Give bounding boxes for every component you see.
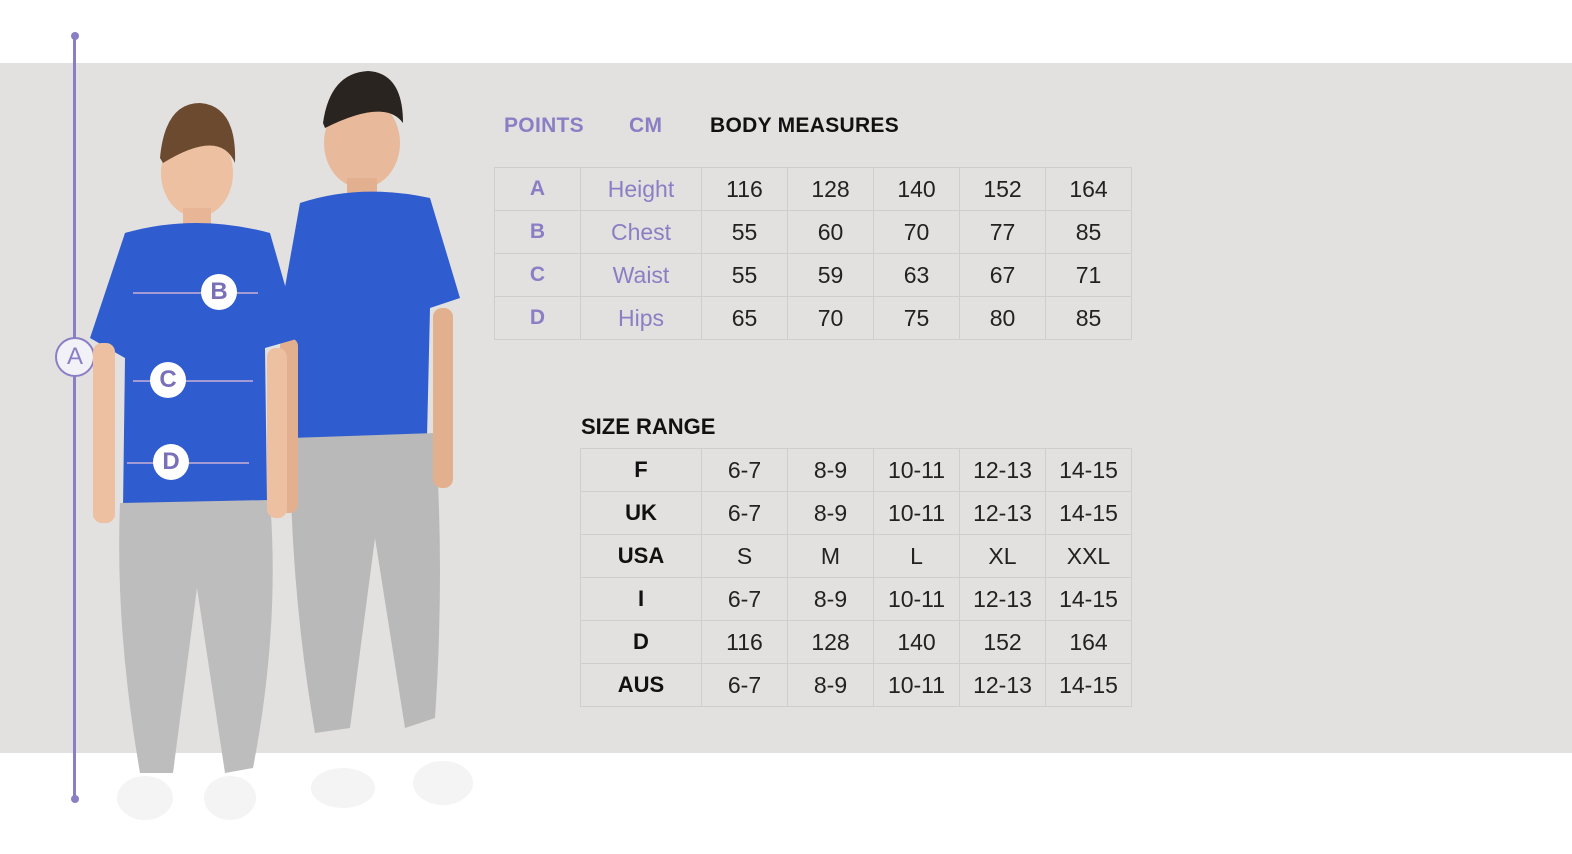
measure-value: 55 xyxy=(702,211,788,254)
points-header: POINTS xyxy=(504,114,584,137)
size-value: 10-11 xyxy=(874,578,960,621)
kids-model-illustration xyxy=(85,68,485,828)
height-measure-line xyxy=(73,36,76,799)
point-label: D xyxy=(495,297,581,340)
boy-figure xyxy=(275,71,473,808)
measure-value: 140 xyxy=(874,168,960,211)
size-value: 12-13 xyxy=(960,578,1046,621)
measure-value: 75 xyxy=(874,297,960,340)
table-row xyxy=(581,492,1132,535)
measure-name: Waist xyxy=(581,254,702,297)
size-value: 12-13 xyxy=(960,492,1046,535)
table-row xyxy=(495,254,1132,297)
size-value: 10-11 xyxy=(874,492,960,535)
size-value: 164 xyxy=(1046,621,1132,664)
size-value: 10-11 xyxy=(874,449,960,492)
size-value: XXL xyxy=(1046,535,1132,578)
size-value: 12-13 xyxy=(960,664,1046,707)
measure-name: Chest xyxy=(581,211,702,254)
measure-value: 59 xyxy=(788,254,874,297)
size-value: 8-9 xyxy=(788,578,874,621)
country-label: AUS xyxy=(581,664,702,707)
measure-value: 63 xyxy=(874,254,960,297)
size-value: L xyxy=(874,535,960,578)
measure-value: 70 xyxy=(874,211,960,254)
height-line-bottom-dot xyxy=(71,795,79,803)
country-label: I xyxy=(581,578,702,621)
marker-a: A xyxy=(55,337,95,377)
marker-d: D xyxy=(153,444,189,480)
point-label: B xyxy=(495,211,581,254)
point-label: C xyxy=(495,254,581,297)
country-label: F xyxy=(581,449,702,492)
measure-value: 65 xyxy=(702,297,788,340)
body-measures-header: BODY MEASURES xyxy=(710,114,900,137)
size-value: 8-9 xyxy=(788,449,874,492)
cm-header: CM xyxy=(629,114,663,137)
size-value: 14-15 xyxy=(1046,578,1132,621)
table-row xyxy=(581,664,1132,707)
measure-value: 152 xyxy=(960,168,1046,211)
size-value: XL xyxy=(960,535,1046,578)
size-value: S xyxy=(702,535,788,578)
chest-measure-line xyxy=(133,292,258,294)
measure-value: 85 xyxy=(1046,211,1132,254)
measure-value: 128 xyxy=(788,168,874,211)
size-value: M xyxy=(788,535,874,578)
marker-b: B xyxy=(201,274,237,310)
size-value: 14-15 xyxy=(1046,664,1132,707)
table-row xyxy=(495,211,1132,254)
table-row xyxy=(581,578,1132,621)
height-line-top-dot xyxy=(71,32,79,40)
measure-value: 70 xyxy=(788,297,874,340)
measure-value: 55 xyxy=(702,254,788,297)
size-value: 6-7 xyxy=(702,449,788,492)
measure-value: 85 xyxy=(1046,297,1132,340)
table-row xyxy=(581,535,1132,578)
measure-value: 164 xyxy=(1046,168,1132,211)
measure-value: 116 xyxy=(702,168,788,211)
size-value: 14-15 xyxy=(1046,492,1132,535)
measure-value: 71 xyxy=(1046,254,1132,297)
measure-name: Height xyxy=(581,168,702,211)
size-value: 6-7 xyxy=(702,578,788,621)
size-range-table xyxy=(580,448,1132,707)
point-label: A xyxy=(495,168,581,211)
table-row xyxy=(581,621,1132,664)
size-value: 12-13 xyxy=(960,449,1046,492)
size-value: 140 xyxy=(874,621,960,664)
size-range-title: SIZE RANGE xyxy=(581,414,716,439)
table-row xyxy=(495,168,1132,211)
size-value: 116 xyxy=(702,621,788,664)
country-label: USA xyxy=(581,535,702,578)
size-value: 152 xyxy=(960,621,1046,664)
table-row xyxy=(495,297,1132,340)
body-measures-table xyxy=(494,167,1132,340)
size-value: 6-7 xyxy=(702,664,788,707)
measure-value: 60 xyxy=(788,211,874,254)
measure-value: 67 xyxy=(960,254,1046,297)
country-label: UK xyxy=(581,492,702,535)
size-value: 10-11 xyxy=(874,664,960,707)
size-value: 14-15 xyxy=(1046,449,1132,492)
size-value: 128 xyxy=(788,621,874,664)
table-row xyxy=(581,449,1132,492)
country-label: D xyxy=(581,621,702,664)
marker-c: C xyxy=(150,362,186,398)
size-value: 8-9 xyxy=(788,492,874,535)
measure-value: 80 xyxy=(960,297,1046,340)
size-value: 8-9 xyxy=(788,664,874,707)
measure-name: Hips xyxy=(581,297,702,340)
size-value: 6-7 xyxy=(702,492,788,535)
measure-value: 77 xyxy=(960,211,1046,254)
